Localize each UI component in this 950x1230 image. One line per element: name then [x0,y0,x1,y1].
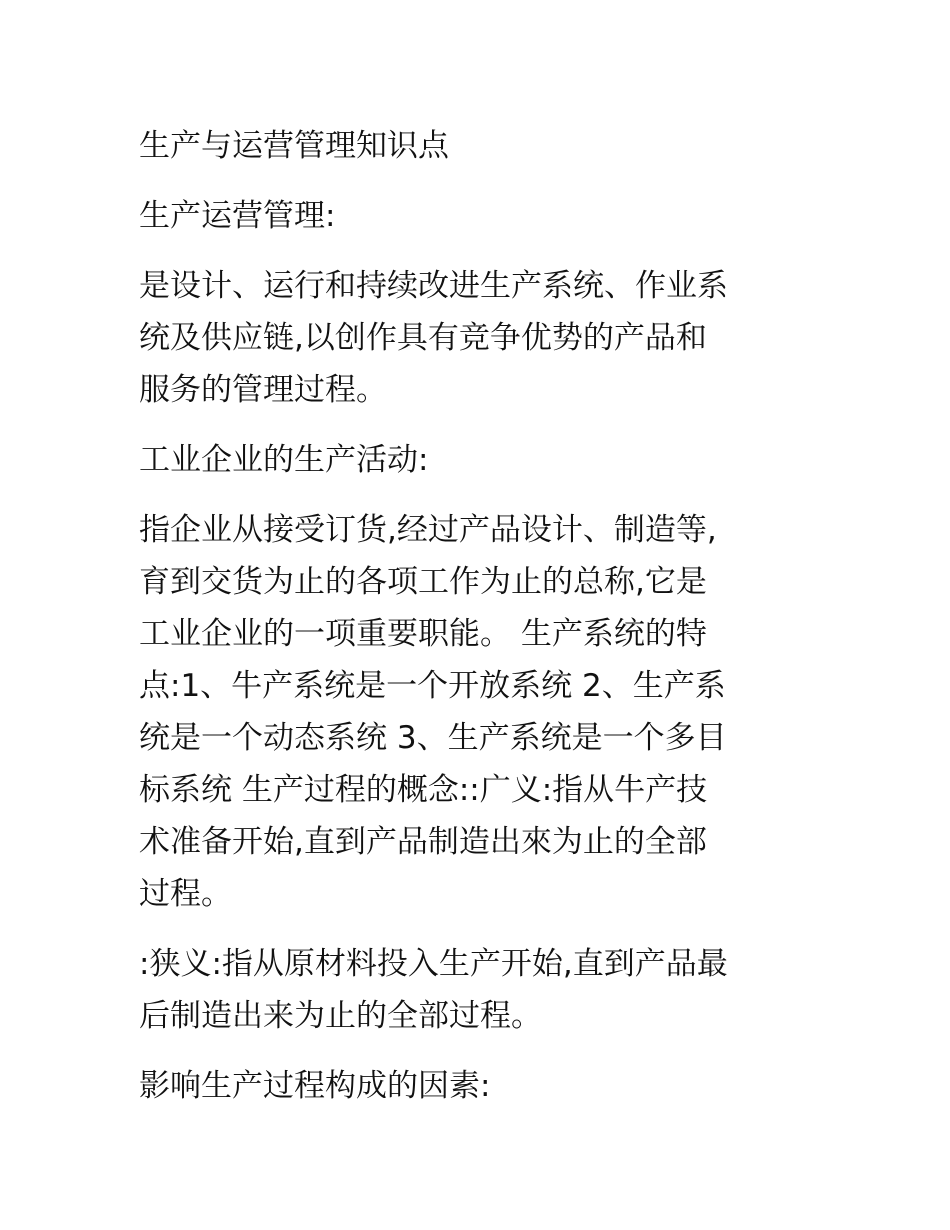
document-title-text: 生产与运营管理知识点 [139,128,449,164]
text-line: 统及供应链,以创作具有竞争优势的产品和 [139,320,707,356]
text-line: 统是一个动态系统 3、生产系统是一个多目 [139,720,727,756]
text-line: 是设计、运行和持续改进生产系统、作业系 [139,268,728,304]
text-line: :狭义:指从原材料投入生产开始,直到产品最 [139,946,728,982]
document-title [139,120,809,172]
text-line: 过程。 [139,876,232,912]
text-line: 后制造出来为止的全部过程。 [139,998,542,1034]
text-line: 工业企业的生产活动: [139,442,429,478]
text-line: 影响生产过程构成的因素: [139,1068,491,1104]
text-line: 术准备开始,直到产品制造出來为止的全部 [139,824,707,860]
heading-industrial-production-activity [139,434,809,486]
text-line: 工业企业的一项重要职能。 生产系统的特 [139,616,707,652]
text-line: 服务的管理过程。 [139,372,387,408]
text-line: 指企业从接受订货,经过产品设计、制造等, [139,512,717,548]
document-page [139,120,809,1112]
paragraph-production-activity [139,504,809,920]
text-line: 点:1、牛产系统是一个开放系统 2、生产系 [139,668,726,704]
text-line: 育到交货为止的各项工作为止的总称,它是 [139,564,707,600]
text-line: 生产运营管理: [139,198,336,234]
heading-process-factors [139,1060,809,1112]
heading-production-operations-management [139,190,809,242]
paragraph-narrow-definition [139,938,809,1042]
paragraph-definition [139,260,809,416]
text-line: 标系统 生产过程的概念::广义:指从牛产技 [139,772,708,808]
